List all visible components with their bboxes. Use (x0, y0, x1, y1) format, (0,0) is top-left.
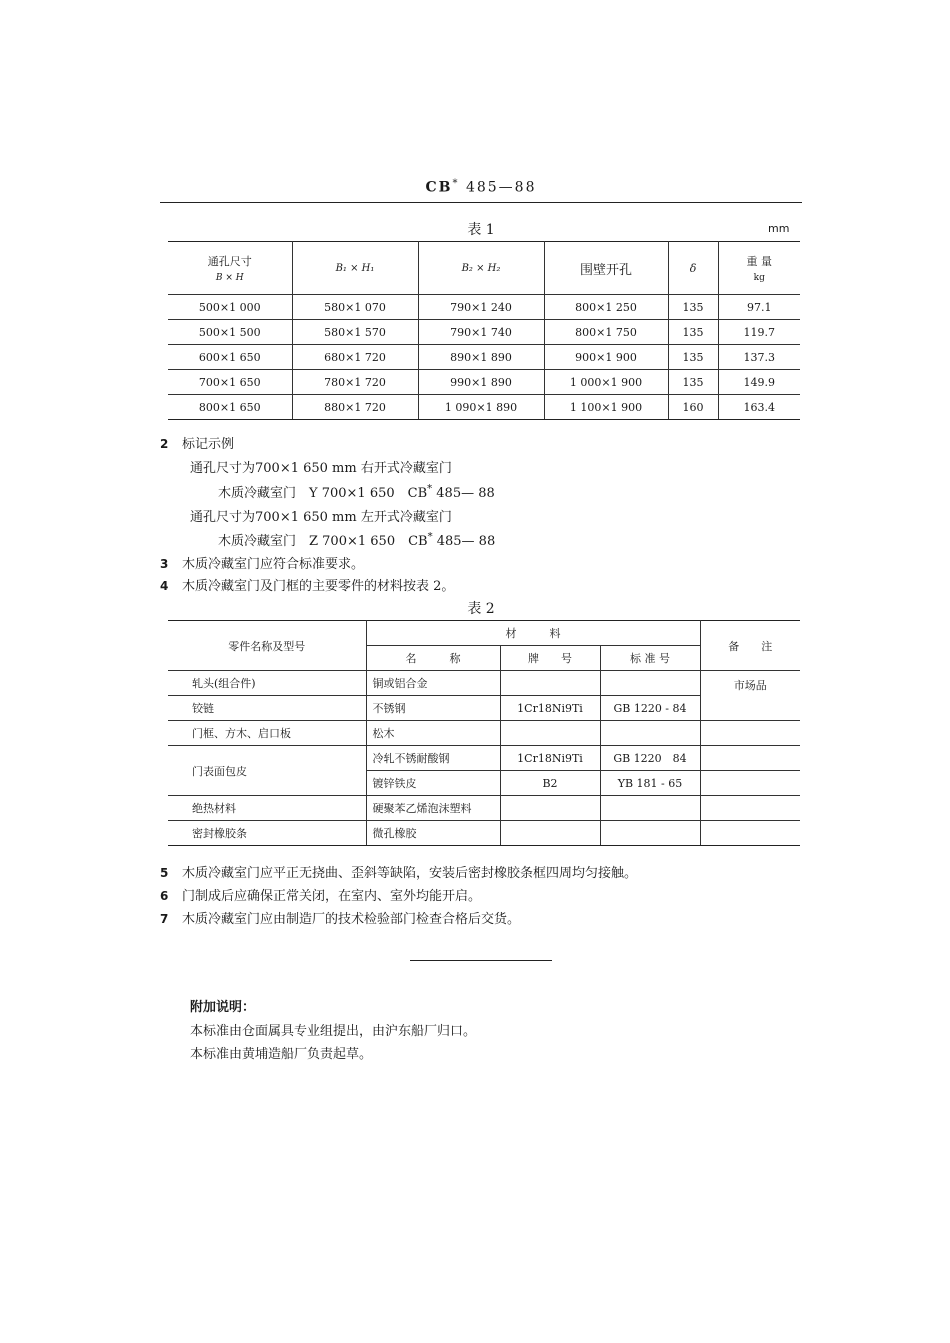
table2 (168, 620, 800, 846)
table-cell: 1 100×1 900 (544, 395, 668, 420)
table-cell: 900×1 900 (544, 345, 668, 370)
marking-example-mark-2: 木质冷藏室门 Z 700×1 650 CB* 485— 88 (218, 531, 496, 549)
table-cell (700, 746, 800, 771)
table-cell: 780×1 720 (292, 370, 418, 395)
table-row (168, 295, 800, 320)
table-cell: 119.7 (718, 320, 800, 345)
table1-caption: 表 1 (467, 222, 495, 238)
table-cell: 1 000×1 900 (544, 370, 668, 395)
table-cell: 500×1 500 (168, 320, 292, 345)
table-cell: 密封橡胶条 (168, 821, 366, 846)
table1-header-cell: 通孔尺寸 B × H (168, 242, 292, 295)
table-cell: 冷轧不锈耐酸钢 (366, 746, 500, 771)
table-cell: 1Cr18Ni9Ti (500, 696, 600, 721)
table-cell: 门框、方木、启口板 (168, 721, 366, 746)
table-cell: 990×1 890 (418, 370, 544, 395)
item-5: 5 木质冷藏室门应平正无挠曲、歪斜等缺陷，安装后密封橡胶条框四周均匀接触。 (160, 866, 638, 881)
marking-example-line-1: 通孔尺寸为700×1 650 mm 右开式冷藏室门 (190, 461, 452, 476)
table-cell: 137.3 (718, 345, 800, 370)
table2-header-material: 材 料 (366, 621, 700, 646)
table-cell: 160 (668, 395, 718, 420)
table-cell: 铰链 (168, 696, 366, 721)
table-cell: 不锈钢 (366, 696, 500, 721)
table-cell: 580×1 570 (292, 320, 418, 345)
table-cell: 790×1 240 (418, 295, 544, 320)
table-cell: 800×1 750 (544, 320, 668, 345)
table-cell: 163.4 (718, 395, 800, 420)
table-cell: GB 1220 - 84 (600, 696, 700, 721)
item-6: 6 门制成后应确保正常关闭，在室内、室外均能开启。 (160, 889, 482, 904)
table-cell: 97.1 (718, 295, 800, 320)
item-3: 3 木质冷藏室门应符合标准要求。 (160, 557, 365, 572)
table-cell: 700×1 650 (168, 370, 292, 395)
table-cell (700, 821, 800, 846)
table-cell (600, 671, 700, 696)
table-cell: YB 181 - 65 (600, 771, 700, 796)
table-cell: 149.9 (718, 370, 800, 395)
table-cell (600, 796, 700, 821)
table-row (168, 746, 800, 771)
item-4: 4 木质冷藏室门及门框的主要零件的材料按表 2。 (160, 579, 455, 594)
document-header (160, 178, 802, 196)
table-cell: 硬聚苯乙烯泡沫塑料 (366, 796, 500, 821)
table1 (168, 241, 800, 420)
notes-line-1: 本标准由仓面属具专业组提出，由沪东船厂归口。 (190, 1024, 477, 1039)
table1-header-row (168, 242, 800, 295)
table1-header-cell: B₁ × H₁ (292, 242, 418, 295)
table-cell (600, 721, 700, 746)
notes-title: 附加说明： (190, 1000, 256, 1015)
table-cell: 镀锌铁皮 (366, 771, 500, 796)
table-cell: 500×1 000 (168, 295, 292, 320)
table-row (168, 721, 800, 746)
table-cell: 铜或铝合金 (366, 671, 500, 696)
table-cell (500, 821, 600, 846)
table-cell: 市场品 (700, 671, 800, 721)
table-cell: 门表面包皮 (168, 746, 366, 796)
table1-unit: mm (768, 222, 790, 235)
table-cell: 1Cr18Ni9Ti (500, 746, 600, 771)
table1-header-cell: δ (668, 242, 718, 295)
table-cell: 135 (668, 345, 718, 370)
notes-line-2: 本标准由黄埔造船厂负责起草。 (190, 1047, 373, 1062)
table2-header-standard: 标 准 号 (600, 646, 700, 671)
table-cell: 松木 (366, 721, 500, 746)
table-cell: 轧头(组合件) (168, 671, 366, 696)
table-row (168, 671, 800, 696)
table-row (168, 395, 800, 420)
table-cell: 1 090×1 890 (418, 395, 544, 420)
table-row (168, 370, 800, 395)
table-cell: 890×1 890 (418, 345, 544, 370)
header-star: * (452, 178, 460, 189)
table-cell (500, 671, 600, 696)
table2-header-remark: 备 注 (700, 621, 800, 671)
table-cell: 600×1 650 (168, 345, 292, 370)
table-cell: B2 (500, 771, 600, 796)
table1-header-cell: 重 量 kg (718, 242, 800, 295)
marking-example-line-2: 通孔尺寸为700×1 650 mm 左开式冷藏室门 (190, 510, 452, 525)
table2-header-part: 零件名称及型号 (168, 621, 366, 671)
table1-header-cell: B₂ × H₂ (418, 242, 544, 295)
header-rule (160, 202, 802, 203)
table-cell: 135 (668, 320, 718, 345)
table-cell: 绝热材料 (168, 796, 366, 821)
table-cell: 880×1 720 (292, 395, 418, 420)
table2-caption: 表 2 (467, 601, 495, 617)
item-7: 7 木质冷藏室门应由制造厂的技术检验部门检查合格后交货。 (160, 912, 521, 927)
table-cell (700, 796, 800, 821)
standard-code: 485—88 (465, 179, 537, 196)
table-cell (700, 771, 800, 796)
table-cell: 580×1 070 (292, 295, 418, 320)
table-cell: 800×1 650 (168, 395, 292, 420)
table-row (168, 345, 800, 370)
table-cell: GB 1220 84 (600, 746, 700, 771)
table-cell: 微孔橡胶 (366, 821, 500, 846)
table-cell: 135 (668, 295, 718, 320)
table-cell: 790×1 740 (418, 320, 544, 345)
table-cell (500, 796, 600, 821)
standard-prefix: CB (425, 179, 453, 196)
table-cell (500, 721, 600, 746)
marking-example-mark-1: 木质冷藏室门 Y 700×1 650 CB* 485— 88 (218, 483, 495, 501)
table2-header-grade: 牌 号 (500, 646, 600, 671)
table-row (168, 796, 800, 821)
end-rule (410, 960, 552, 961)
table2-header-name: 名 称 (366, 646, 500, 671)
table-cell (600, 821, 700, 846)
table-cell: 680×1 720 (292, 345, 418, 370)
table-cell (700, 721, 800, 746)
table2-header-row (168, 621, 800, 646)
table-cell: 800×1 250 (544, 295, 668, 320)
table1-header-cell: 围壁开孔 (544, 242, 668, 295)
table-row (168, 821, 800, 846)
table-row (168, 320, 800, 345)
section2-heading: 2 标记示例 (160, 437, 235, 452)
table-cell: 135 (668, 370, 718, 395)
